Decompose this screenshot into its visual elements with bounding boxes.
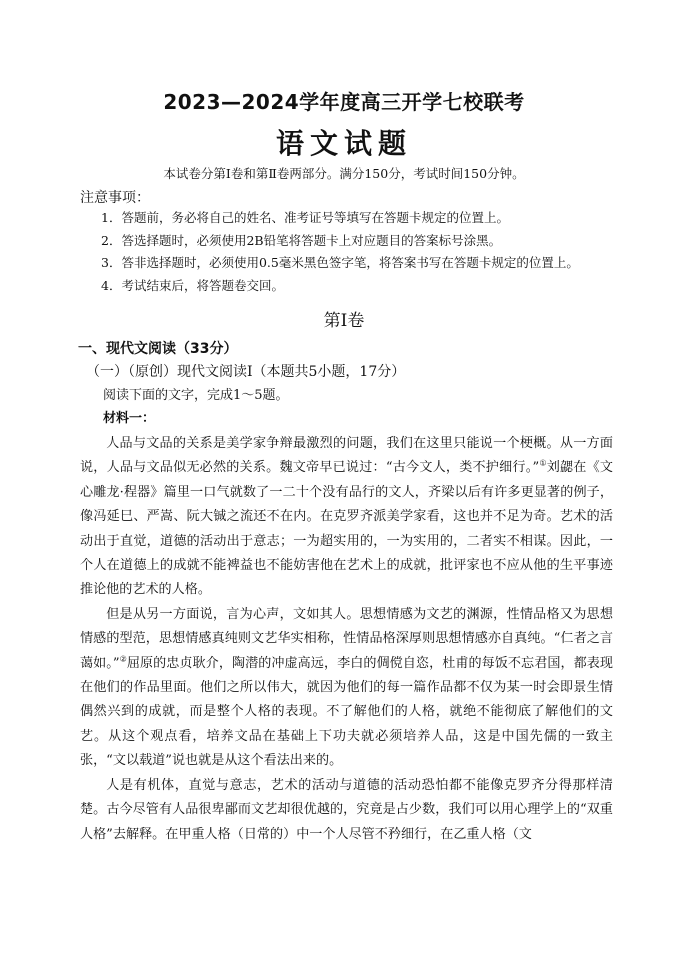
subject-title: 语文试题 xyxy=(275,127,412,160)
paragraph-text: 屈原的忠贞耿介，陶潜的冲虚高远，李白的倜傥自恣，杜甫的每饭不忘君国，都表现在他们的作品里面。他们之所以伟大，就因为他们的每一篇作品都不仅为某一时会即景生情偶然兴到的成就，而是整个人格的表现。不了解他们的人格，就绝不能彻底了解他们的文艺。从这个观点看，培养文品在基础上下功夫就必须培养人品，这是中国先儒的一致主张，“文以载道”说也就是从这个看法出来的。 xyxy=(80,655,613,769)
notice-list xyxy=(101,208,641,298)
paragraph-text: 刘勰在《文心雕龙·程器》篇里一口气就数了一二十个没有品行的文人，齐梁以后有许多更显著的例子，像冯延巳、严嵩、阮大铖之流还不在内。在克罗齐派美学家看，这也并不足为奇。艺术的活动出于直觉，道德的活动出于意志；一为超实用的，一为实用的，二者实不相谋。因此，一个人在道德上的成就不能裨益也不能妨害他在艺术上的成就，批评家也不应从他的生平事迹推论他的艺术的人格。 xyxy=(80,460,613,598)
notice-item: 1．答题前，务必将自己的姓名、准考证号等填写在答题卡规定的位置上。 xyxy=(101,210,509,225)
notice-item: 4．考试结束后，将答题卷交回。 xyxy=(101,277,284,293)
notice-item: 3．答非选择题时，必须使用0.5毫米黑色签字笔，将答案书写在答题卡规定的位置上。 xyxy=(101,255,579,270)
volume-title: 第Ⅰ卷 xyxy=(323,311,365,331)
notice-item: 2．答选择题时，必须使用2B铅笔将答题卡上对应题目的答案标号涂黑。 xyxy=(101,232,502,248)
passage-paragraph xyxy=(80,603,613,774)
passage-paragraph: 人是有机体，直觉与意志，艺术的活动与道德的活动恐怕都不能像克罗齐分得那样清楚。古今尽管有人品很卑鄙而文艺却很优越的，究竟是占少数，我们可以用心理学上的“双重人格”去解释。在甲重人格（日常的）中一个人尽管不矜细行，在乙重人格（文 xyxy=(80,777,613,842)
passage-body xyxy=(80,432,613,847)
material-label: 材料一： xyxy=(103,411,156,426)
passage-paragraph xyxy=(80,432,613,603)
paragraph-text: 人品与文品的关系是美学家争辩最激烈的问题，我们在这里只能说一个梗概。从一方面说，人品与文品似无必然的关系。魏文帝早已说过：“古今文人，类不护细行。” xyxy=(80,436,613,476)
section-heading: 一、现代文阅读（33分） xyxy=(78,341,238,357)
exam-title: 2023—2024学年度高三开学七校联考 xyxy=(163,90,525,114)
paragraph-text: 但是从另一方面说，言为心声，文如其人。思想情感为文艺的渊源，性情品格又为思想情感的型范，思想情感真纯则文艺华实相称，性情品格深厚则思想情感亦自真纯。“仁者之言蔼如。” xyxy=(80,606,613,671)
notice-title: 注意事项： xyxy=(80,190,150,206)
footnote-marker: ② xyxy=(119,654,127,664)
footnote-marker: ① xyxy=(539,459,547,469)
exam-intro: 本试卷分第Ⅰ卷和第Ⅱ卷两部分。满分150分，考试时间150分钟。 xyxy=(163,166,525,181)
subsection-heading: （一）（原创）现代文阅读Ⅰ（本题共5小题，17分） xyxy=(86,364,406,380)
reading-instruction: 阅读下面的文字，完成1～5题。 xyxy=(103,388,289,403)
